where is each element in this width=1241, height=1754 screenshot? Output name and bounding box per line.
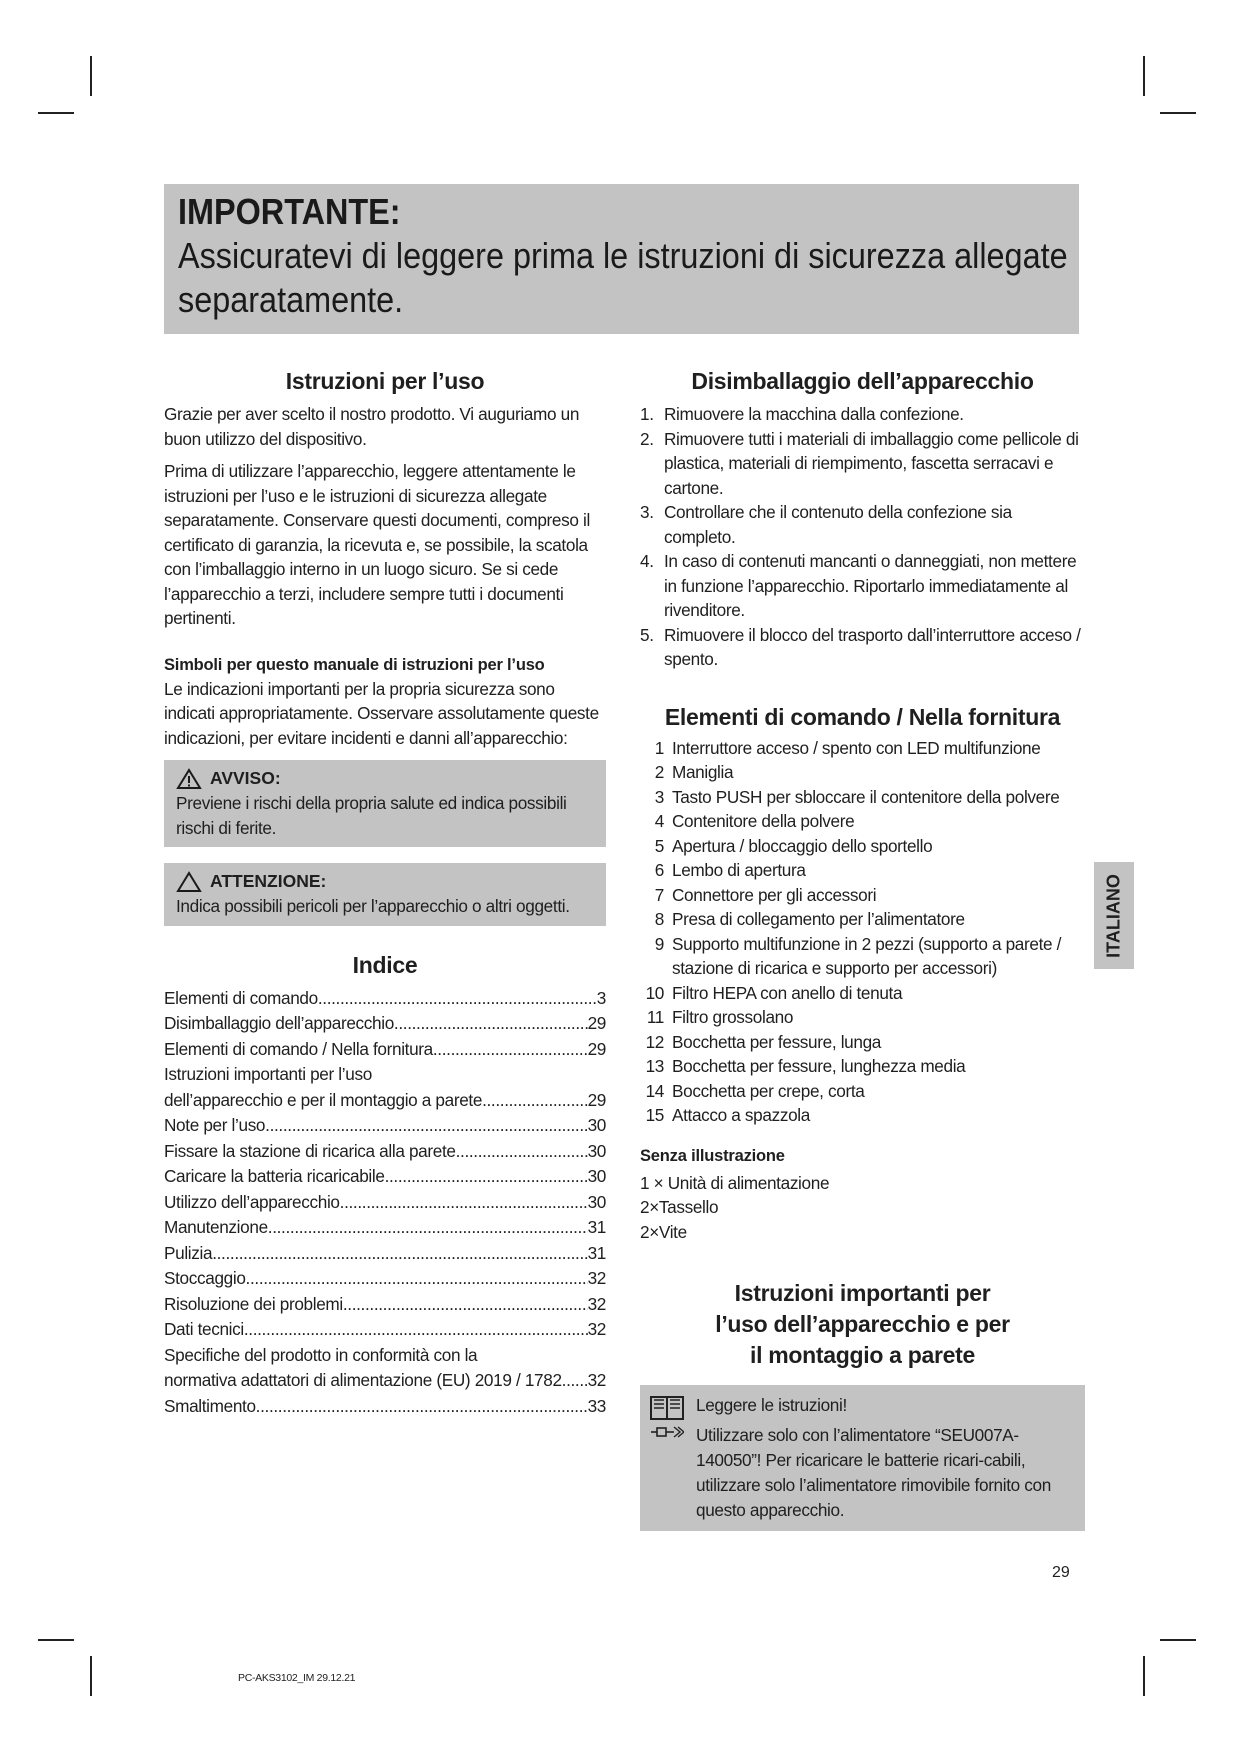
symbols-heading: Simboli per questo manuale di istruzioni per l’uso bbox=[164, 655, 545, 674]
toc-entry[interactable]: Note per l’uso ..... 30 bbox=[164, 1113, 606, 1139]
usage-heading: Istruzioni per l’uso bbox=[285, 368, 485, 394]
list-item: 4 Contenitore della polvere bbox=[654, 811, 855, 831]
list-item: 11 Filtro grossolano bbox=[646, 1007, 794, 1027]
toc-entry[interactable]: Caricare la batteria ricaricabile ..... 30 bbox=[164, 1164, 606, 1190]
right-column bbox=[640, 366, 1085, 1531]
list-item: 13 Bocchetta per fessure, lunghezza media bbox=[645, 1056, 966, 1076]
important-heading-line3: il montaggio a parete bbox=[749, 1342, 975, 1368]
symbols-text: Le indicazioni importanti per la propria sicurezza sono indicati appropriatamente. Osservare assolutamente queste indicazioni, per evitare incidenti e danni all’apparecchio: bbox=[164, 678, 599, 748]
no-illustration-item: 1 × Unità di alimentazione bbox=[640, 1172, 830, 1193]
toc-entry[interactable]: Manutenzione ..... 31 bbox=[164, 1215, 606, 1241]
caution-title: ATTENZIONE: bbox=[210, 871, 327, 891]
list-item: 15 Attacco a spazzola bbox=[645, 1105, 810, 1125]
caution-text: Indica possibili pericoli per l’apparecchio o altri oggetti. bbox=[176, 896, 570, 916]
elements-list bbox=[640, 736, 1085, 1128]
list-item: 8 Presa di collegamento per l’alimentatore bbox=[654, 909, 965, 929]
index-heading: Indice bbox=[352, 951, 418, 978]
adapter-text: Utilizzare solo con l’alimentatore “SEU007A-140050”! Per ricaricare le batterie ricari-cabili, utilizzare solo l’alimentatore rimovibile fornito con questo apparecchio. bbox=[696, 1425, 1051, 1520]
read-instructions-note bbox=[650, 1393, 1075, 1421]
list-item: 4. In caso di contenuti mancanti o danneggiati, non mettere in funzione l’apparecchio. Riportarlo immediatamente al rivenditore. bbox=[640, 551, 1077, 620]
crop-mark bbox=[90, 1656, 92, 1696]
warning-triangle-icon bbox=[176, 768, 202, 790]
list-item: 10 Filtro HEPA con anello di tenuta bbox=[645, 982, 903, 1003]
instructions-paragraph: Prima di utilizzare l’apparecchio, leggere attentamente le istruzioni per l’uso e le istruzioni di sicurezza allegate separatamente. Conservare questi documenti, compreso il certificato di garanzia, la ricevuta e, se possibile, la scatola con l’imballaggio interno in un luogo sicuro. Se si cede l’apparecchio a terzi, includere sempre tutti i documenti pertinenti. bbox=[164, 461, 590, 628]
crop-mark bbox=[90, 56, 92, 96]
adapter-note bbox=[650, 1423, 1075, 1523]
warning-text: Previene i rischi della propria salute ed indica possibili rischi di ferite. bbox=[176, 793, 567, 838]
language-tab bbox=[1094, 862, 1134, 969]
no-illustration-heading: Senza illustrazione bbox=[640, 1146, 785, 1165]
toc-entry[interactable]: Smaltimento ..... 33 bbox=[164, 1394, 606, 1420]
toc-entry-line1[interactable]: Istruzioni importanti per l’uso bbox=[164, 1064, 372, 1084]
toc-entry[interactable]: Utilizzo dell’apparecchio ..... 30 bbox=[164, 1190, 606, 1216]
list-item: 14 Bocchetta per crepe, corta bbox=[645, 1080, 865, 1101]
list-item: 3. Controllare che il contenuto della confezione sia completo. bbox=[640, 502, 1012, 547]
important-heading-line2: l’uso dell’apparecchio e per bbox=[715, 1311, 1010, 1337]
language-label: ITALIANO bbox=[1103, 873, 1124, 958]
list-item: 3 Tasto PUSH per sbloccare il contenitore della polvere bbox=[654, 786, 1060, 807]
crop-mark bbox=[38, 112, 74, 114]
toc-entry-line1[interactable]: Specifiche del prodotto in conformità con la bbox=[164, 1344, 478, 1365]
toc-entry[interactable]: Elementi di comando ..... 3 bbox=[164, 986, 606, 1012]
banner-title: IMPORTANTE: bbox=[178, 191, 401, 232]
list-item: 1 Interruttore acceso / spento con LED multifunzione bbox=[654, 737, 1041, 758]
list-item: 5 Apertura / bloccaggio dello sportello bbox=[654, 835, 933, 856]
safety-notes-box bbox=[640, 1385, 1085, 1531]
table-of-contents bbox=[164, 986, 606, 1420]
list-item: 6 Lembo di apertura bbox=[654, 860, 806, 880]
warning-title: AVVISO: bbox=[210, 768, 281, 788]
caution-triangle-icon bbox=[176, 871, 202, 893]
toc-entry[interactable]: Elementi di comando / Nella fornitura ..... 29 bbox=[164, 1037, 606, 1063]
unpack-heading: Disimballaggio dell’apparecchio bbox=[691, 368, 1034, 394]
book-icon bbox=[650, 1395, 684, 1421]
list-item: 5. Rimuovere il blocco del trasporto dall’interruttore acceso / spento. bbox=[640, 624, 1081, 669]
page-number: 29 bbox=[1052, 1564, 1070, 1581]
crop-mark bbox=[1143, 1656, 1145, 1696]
footer-doc-id: PC-AKS3102_IM 29.12.21 bbox=[238, 1672, 356, 1684]
crop-mark bbox=[38, 1639, 74, 1641]
read-instructions-text: Leggere le istruzioni! bbox=[696, 1395, 847, 1415]
toc-entry[interactable]: dell’apparecchio e per il montaggio a parete ..... 29 bbox=[164, 1088, 606, 1114]
elements-heading: Elementi di comando / Nella fornitura bbox=[664, 703, 1061, 730]
list-item: 2 Maniglia bbox=[654, 762, 734, 782]
crop-mark bbox=[1160, 1639, 1196, 1641]
toc-entry[interactable]: Pulizia ..... 31 bbox=[164, 1241, 606, 1267]
caution-box bbox=[164, 863, 606, 926]
toc-entry[interactable]: Dati tecnici ..... 32 bbox=[164, 1317, 606, 1343]
no-illustration-item: 2×Tassello bbox=[640, 1197, 719, 1217]
warning-box bbox=[164, 760, 606, 847]
important-heading-line1: Istruzioni importanti per bbox=[734, 1280, 991, 1306]
crop-mark bbox=[1160, 112, 1196, 114]
intro-paragraph: Grazie per aver scelto il nostro prodotto. Vi auguriamo un buon utilizzo del dispositivo. bbox=[164, 404, 580, 449]
list-item: 2. Rimuovere tutti i materiali di imballaggio come pellicole di plastica, materiali di riempimento, fascetta serracavi e cartone. bbox=[640, 428, 1079, 498]
crop-mark bbox=[1143, 56, 1145, 96]
list-item: 12 Bocchetta per fessure, lunga bbox=[645, 1031, 881, 1052]
important-banner bbox=[164, 184, 1079, 334]
toc-entry[interactable]: Disimballaggio dell’apparecchio ..... 29 bbox=[164, 1011, 606, 1037]
left-column bbox=[164, 366, 606, 1419]
unpack-steps-list bbox=[640, 402, 1085, 672]
no-illustration-item: 2×Vite bbox=[640, 1221, 687, 1242]
toc-entry[interactable]: normativa adattatori di alimentazione (EU) 2019 / 1782 ..... 32 bbox=[164, 1368, 606, 1394]
list-item: 1. Rimuovere la macchina dalla confezione. bbox=[640, 404, 964, 424]
list-item: 7 Connettore per gli accessori bbox=[654, 884, 877, 905]
power-adapter-icon bbox=[650, 1425, 684, 1439]
toc-entry[interactable]: Fissare la stazione di ricarica alla parete ..... 30 bbox=[164, 1139, 606, 1165]
toc-entry[interactable]: Stoccaggio ..... 32 bbox=[164, 1266, 606, 1292]
list-item: 9 Supporto multifunzione in 2 pezzi (supporto a parete / stazione di ricarica e supporto per accessori) bbox=[654, 933, 1062, 978]
toc-entry[interactable]: Risoluzione dei problemi ..... 32 bbox=[164, 1292, 606, 1318]
banner-subtitle: Assicuratevi di leggere prima le istruzioni di sicurezza allegate separatamente. bbox=[178, 235, 1068, 320]
